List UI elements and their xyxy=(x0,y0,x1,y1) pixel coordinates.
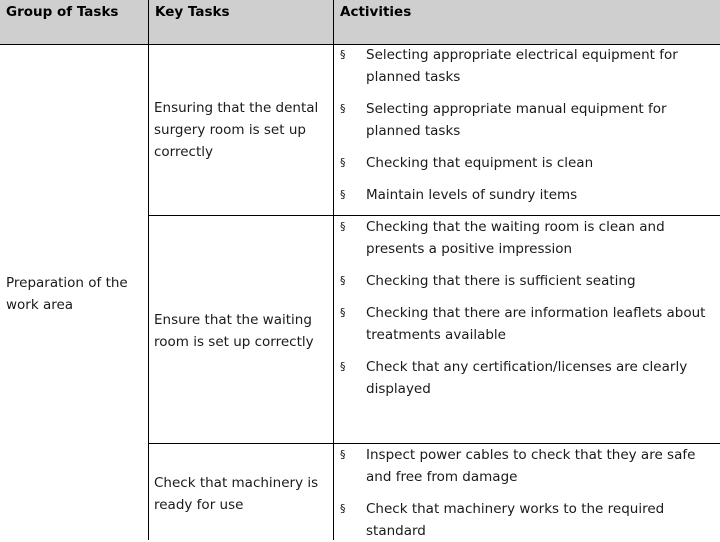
bullet-icon: § xyxy=(340,360,346,373)
activity-text: Maintain levels of sundry items xyxy=(366,187,578,203)
bullet-icon: § xyxy=(340,102,346,115)
activity-text: Selecting appropriate electrical equipment for planned tasks xyxy=(366,47,678,85)
column-divider xyxy=(333,0,334,540)
activity-text: Check that any certification/licenses are clearly displayed xyxy=(366,359,688,397)
key-task-cell: Ensure that the waiting room is set up correctly xyxy=(154,312,314,350)
activity-text: Inspect power cables to check that they are safe and free from damage xyxy=(366,447,696,485)
activity-text: Selecting appropriate manual equipment for planned tasks xyxy=(366,101,667,139)
key-task-cell: Check that machinery is ready for use xyxy=(154,475,319,513)
bullet-icon: § xyxy=(340,502,346,515)
bullet-icon: § xyxy=(340,48,346,61)
bullet-icon: § xyxy=(340,306,346,319)
group-label-cell: Preparation of the work area xyxy=(6,275,128,313)
key-task-cell: Ensuring that the dental surgery room is set up correctly xyxy=(154,100,319,160)
header-activities: Activities xyxy=(340,4,412,20)
bullet-icon: § xyxy=(340,448,346,461)
activity-text: Checking that there is sufficient seating xyxy=(366,273,636,289)
table-header-row xyxy=(0,0,720,45)
column-divider xyxy=(148,0,149,540)
activity-text: Check that machinery works to the required standard xyxy=(366,501,665,539)
header-key-tasks: Key Tasks xyxy=(155,4,230,20)
activity-text: Checking that equipment is clean xyxy=(366,155,594,171)
bullet-icon: § xyxy=(340,274,346,287)
bullet-icon: § xyxy=(340,220,346,233)
activity-text: Checking that there are information leaflets about treatments available xyxy=(366,305,706,343)
bullet-icon: § xyxy=(340,156,346,169)
header-group-of-tasks: Group of Tasks xyxy=(6,4,119,20)
bullet-icon: § xyxy=(340,188,346,201)
activity-text: Checking that the waiting room is clean and presents a positive impression xyxy=(366,219,665,257)
